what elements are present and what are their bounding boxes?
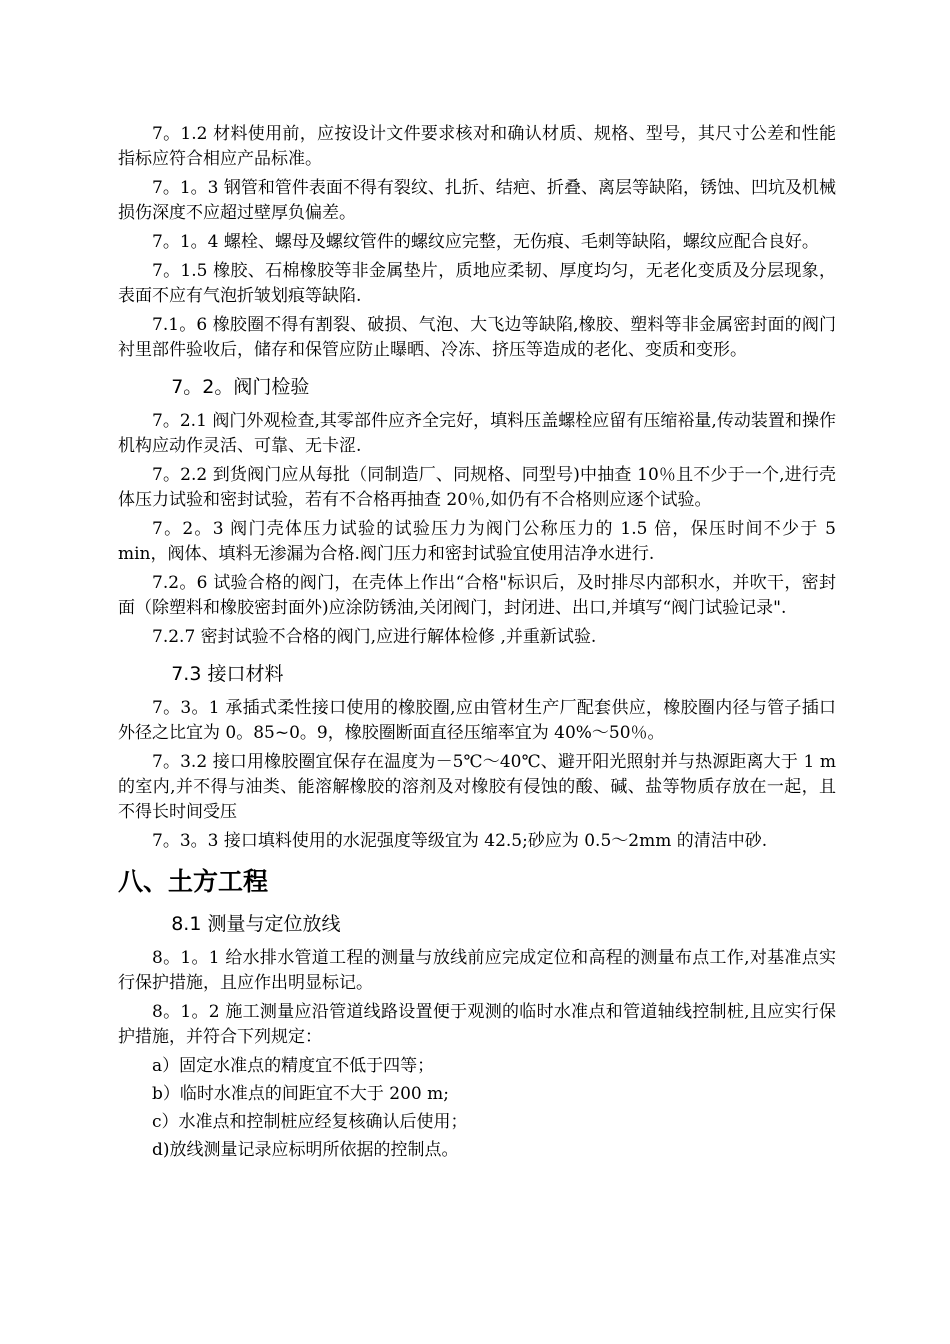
section-heading-7-2: 7。2。阀门检验 — [171, 376, 310, 398]
list-item-a: a）固定水准点的精度宜不低于四等； — [152, 1056, 435, 1076]
paragraph-7-3-1: 7。3。1 承插式柔性接口使用的橡胶圈,应由管材生产厂配套供应，橡胶圈内径与管子插口外径之比宜为 0。85~0。9，橡胶圈断面直径压缩率宜为 40%～50％。 — [118, 698, 836, 743]
paragraph-7-1-6: 7.1。6 橡胶圈不得有割裂、破损、气泡、大飞边等缺陷,橡胶、塑料等非金属密封面的阀门衬里部件验收后，储存和保管应防止曝晒、冷冻、挤压等造成的老化、变质和变形。 — [118, 315, 836, 360]
paragraph-7-2-1: 7。2.1 阀门外观检查,其零部件应齐全完好，填料压盖螺栓应留有压缩裕量,传动装置和操作机构应动作灵活、可靠、无卡涩. — [118, 411, 836, 456]
paragraph-7-3-2: 7。3.2 接口用橡胶圈宜保存在温度为－5℃～40℃、避开阳光照射并与热源距离大于 1 m 的室内,并不得与油类、能溶解橡胶的溶剂及对橡胶有侵蚀的酸、碱、盐等物质存放在一起，且不得长时间受压 — [118, 752, 836, 822]
section-heading-7-3: 7.3 接口材料 — [171, 663, 284, 685]
document-body — [118, 122, 836, 1166]
paragraph-8-1-1: 8。1。1 给水排水管道工程的测量与放线前应完成定位和高程的测量布点工作,对基准点实行保护措施，且应作出明显标记。 — [118, 948, 836, 993]
list-item-c: c）水准点和控制桩应经复核确认后使用； — [152, 1112, 468, 1132]
paragraph-8-1-2: 8。1。2 施工测量应沿管道线路设置便于观测的临时水准点和管道轴线控制桩,且应实行保护措施，并符合下列规定： — [118, 1002, 836, 1047]
paragraph-7-2-2: 7。2.2 到货阀门应从每批（同制造厂、同规格、同型号)中抽查 10％且不少于一个,进行壳体压力试验和密封试验，若有不合格再抽查 20％,如仍有不合格则应逐个试验。 — [118, 465, 836, 510]
paragraph-7-3-3: 7。3。3 接口填料使用的水泥强度等级宜为 42.5;砂应为 0.5～2mm 的清洁中砂. — [152, 831, 768, 851]
chapter-heading-8: 八、土方工程 — [118, 867, 269, 896]
section-heading-8-1: 8.1 测量与定位放线 — [171, 913, 341, 935]
paragraph-7-2-6: 7.2。6 试验合格的阀门，在壳体上作出“合格"标识后，及时排尽内部积水，并吹干，密封面（除塑料和橡胶密封面外)应涂防锈油,关闭阀门，封闭进、出口,并填写“阀门试验记录". — [118, 573, 836, 618]
paragraph-7-1-2: 7。1.2 材料使用前，应按设计文件要求核对和确认材质、规格、型号，其尺寸公差和性能指标应符合相应产品标准。 — [118, 124, 836, 169]
paragraph-7-1-5: 7。1.5 橡胶、石棉橡胶等非金属垫片，质地应柔韧、厚度均匀，无老化变质及分层现象，表面不应有气泡折皱划痕等缺陷. — [118, 261, 836, 306]
paragraph-7-1-4: 7。1。4 螺栓、螺母及螺纹管件的螺纹应完整，无伤痕、毛刺等缺陷，螺纹应配合良好。 — [152, 232, 819, 252]
paragraph-7-1-3: 7。1。3 钢管和管件表面不得有裂纹、扎折、结疤、折叠、离层等缺陷，锈蚀、凹坑及机械损伤深度不应超过壁厚负偏差。 — [118, 178, 836, 223]
paragraph-7-2-7: 7.2.7 密封试验不合格的阀门,应进行解体检修 ,并重新试验. — [152, 627, 597, 647]
list-item-b: b）临时水准点的间距宜不大于 200 m; — [152, 1084, 449, 1104]
list-item-d: d)放线测量记录应标明所依据的控制点。 — [152, 1140, 459, 1160]
paragraph-7-2-3: 7。2。3 阀门壳体压力试验的试验压力为阀门公称压力的 1.5 倍，保压时间不少于 5 min，阀体、填料无渗漏为合格.阀门压力和密封试验宜使用洁净水进行. — [118, 519, 836, 564]
